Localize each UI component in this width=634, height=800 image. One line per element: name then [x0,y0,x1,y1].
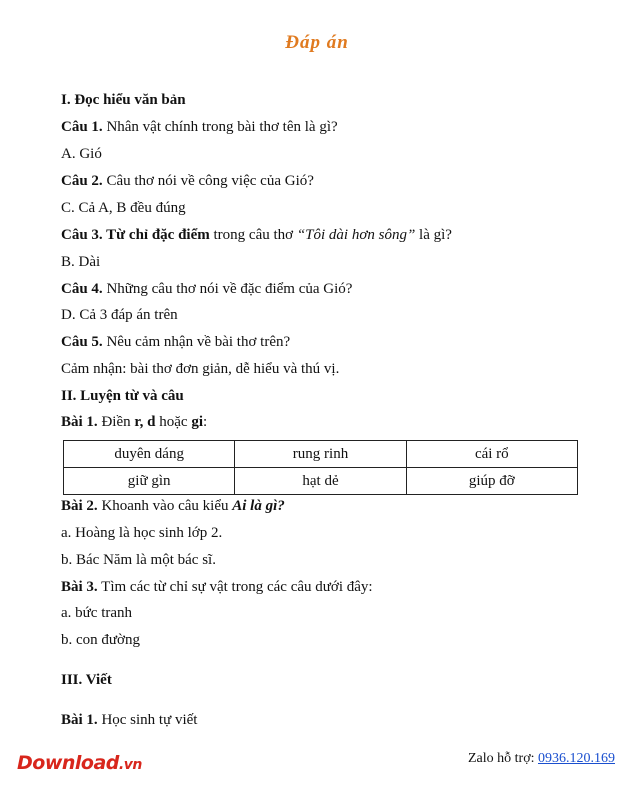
q4-text: Những câu thơ nói về đặc điểm của Gió? [102,281,353,297]
ex3-text: Tìm các từ chỉ sự vật trong các câu dưới đây: [97,579,373,595]
exercise-3 [61,579,373,596]
table-row [64,441,578,468]
question-2 [61,173,314,190]
q4-label: Câu 4. [61,281,103,297]
table-cell: hạt dẻ [235,468,406,495]
zalo-support [468,751,615,767]
exercise-2 [61,498,285,515]
exercise-1 [61,414,207,431]
question-5 [61,334,290,351]
logo-suffix: .vn [118,757,142,773]
table-cell: cái rổ [406,441,577,468]
section2-heading: II. Luyện từ và câu [61,388,184,404]
table-cell: giữ gìn [64,468,235,495]
q2-text: Câu thơ nói về công việc của Gió? [102,173,314,189]
writing-exercise [61,712,197,729]
answer-3: B. Dài [61,254,101,270]
q5-label: Câu 5. [61,334,103,350]
zalo-label: Zalo hỗ trợ: [468,751,538,766]
answer-2: C. Cả A, B đều đúng [61,200,186,216]
ex1-end: : [202,414,208,430]
page-title: Đáp án [285,32,349,53]
answer-1: A. Gió [61,146,102,162]
question-1 [61,119,338,136]
table-cell: giúp đỡ [406,468,577,495]
download-logo[interactable] [17,752,142,774]
word-table [63,440,578,495]
ex2-b: b. Bác Năm là một bác sĩ. [61,552,216,568]
ex2-a: a. Hoàng là học sinh lớp 2. [61,525,223,541]
q3-label: Câu 3. Từ chỉ đặc điểm [61,227,210,243]
ex3-a: a. bức tranh [61,605,133,621]
section3-heading: III. Viết [61,672,112,688]
question-3 [61,227,452,244]
q3-quote: “Tôi dài hơn sông” [296,227,416,243]
ex1-label: Bài 1. [61,414,98,430]
q3-end: là gì? [415,227,452,243]
table-row [64,468,578,495]
q5-text: Nêu cảm nhận về bài thơ trên? [102,334,291,350]
ex2-em: Ai là gì? [232,498,285,514]
q2-label: Câu 2. [61,173,103,189]
q1-label: Câu 1. [61,119,103,135]
ex2-text: Khoanh vào câu kiểu [97,498,233,514]
q1-text: Nhân vật chính trong bài thơ tên là gì? [102,119,338,135]
ex1-bold: r, d [134,414,156,430]
table-cell: rung rinh [235,441,406,468]
w1-text: Học sinh tự viết [97,712,198,728]
q3-mid: trong câu thơ [209,227,297,243]
ex3-b: b. con đường [61,632,140,648]
logo-main: Download [17,752,119,774]
ex2-label: Bài 2. [61,498,98,514]
ex1-text: Điền [97,414,135,430]
zalo-phone-link[interactable]: 0936.120.169 [538,751,615,766]
question-4 [61,281,352,298]
table-cell: duyên dáng [64,441,235,468]
section1-heading: I. Đọc hiểu văn bản [61,92,186,108]
answer-4: D. Cả 3 đáp án trên [61,307,178,323]
answer-5: Cảm nhận: bài thơ đơn giản, dễ hiểu và thú vị. [61,361,340,377]
w1-label: Bài 1. [61,712,98,728]
ex1-mid: hoặc [155,414,192,430]
ex1-gi: gi [191,414,203,430]
ex3-label: Bài 3. [61,579,98,595]
